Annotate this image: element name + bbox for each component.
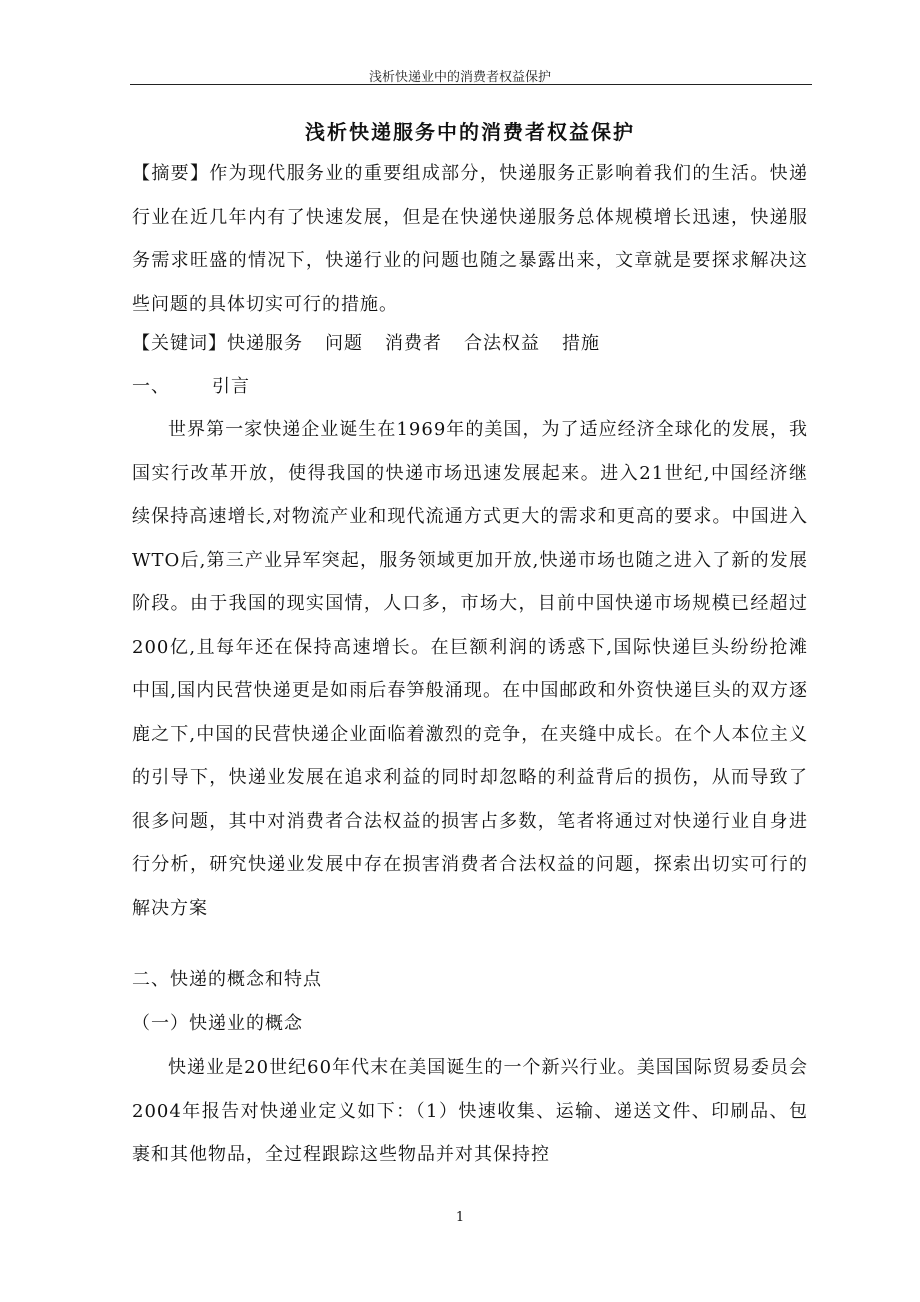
section-1-title: 引言 bbox=[212, 376, 250, 397]
header-divider bbox=[130, 84, 812, 85]
section-2-heading: 二、快递的概念和特点 bbox=[132, 969, 322, 990]
section-1-number: 一、 bbox=[132, 376, 170, 397]
keywords-label: 【关键词】 bbox=[132, 333, 227, 354]
keyword-item: 问题 bbox=[325, 333, 363, 354]
subsection-1-heading: （一）快递业的概念 bbox=[132, 1013, 303, 1034]
section-1-heading bbox=[132, 365, 808, 409]
keyword-item: 措施 bbox=[562, 333, 600, 354]
keyword-item: 快递服务 bbox=[227, 333, 303, 354]
section-1-paragraph: 世界第一家快递企业诞生在1969年的美国，为了适应经济全球化的发展，我国实行改革开放，使得我国的快递市场迅速发展起来。进入21世纪,中国经济继续保持高速增长,对物流产业和现代流通方式更大的需求和更高的要求。中国进入WTO后,第三产业异军突起，服务领域更加开放,快递市场也随之进入了新的发展阶段。由于我国的现实国情，人口多，市场大，目前中国快递市场规模已经超过200亿,且每年还在保持高速增长。在巨额利润的诱惑下,国际快递巨头纷纷抢滩中国,国内民营快递更是如雨后春笋般涌现。在中国邮政和外资快递巨头的双方逐鹿之下,中国的民营快递企业面临着激烈的竞争，在夹缝中成长。在个人本位主义的引导下，快递业发展在追求利益的同时却忽略的利益背后的损伤，从而导致了很多问题，其中对消费者合法权益的损害占多数，笔者将通过对快递行业自身进行分析，研究快递业发展中存在损害消费者合法权益的问题，探索出切实可行的解决方案 bbox=[132, 419, 808, 919]
subsection-1-paragraph: 快递业是20世纪60年代末在美国诞生的一个新兴行业。美国国际贸易委员会2004年报告对快递业定义如下：（1）快速收集、运输、递送文件、印刷品、包裹和其他物品，全过程跟踪这些物品并对其保持控 bbox=[132, 1057, 808, 1165]
document-title: 浅析快递服务中的消费者权益保护 bbox=[305, 120, 635, 144]
page-number: 1 bbox=[455, 1210, 465, 1225]
keyword-item: 消费者 bbox=[385, 333, 442, 354]
keywords-line bbox=[132, 322, 808, 366]
keyword-item: 合法权益 bbox=[464, 333, 540, 354]
running-header: 浅析快递业中的消费者权益保护 bbox=[368, 70, 551, 85]
abstract-paragraph: 【摘要】作为现代服务业的重要组成部分，快递服务正影响着我们的生活。快递行业在近几年内有了快速发展，但是在快递快递服务总体规模增长迅速，快递服务需求旺盛的情况下，快递行业的问题也随之暴露出来，文章就是要探求解决这些问题的具体切实可行的措施。 bbox=[132, 163, 808, 315]
